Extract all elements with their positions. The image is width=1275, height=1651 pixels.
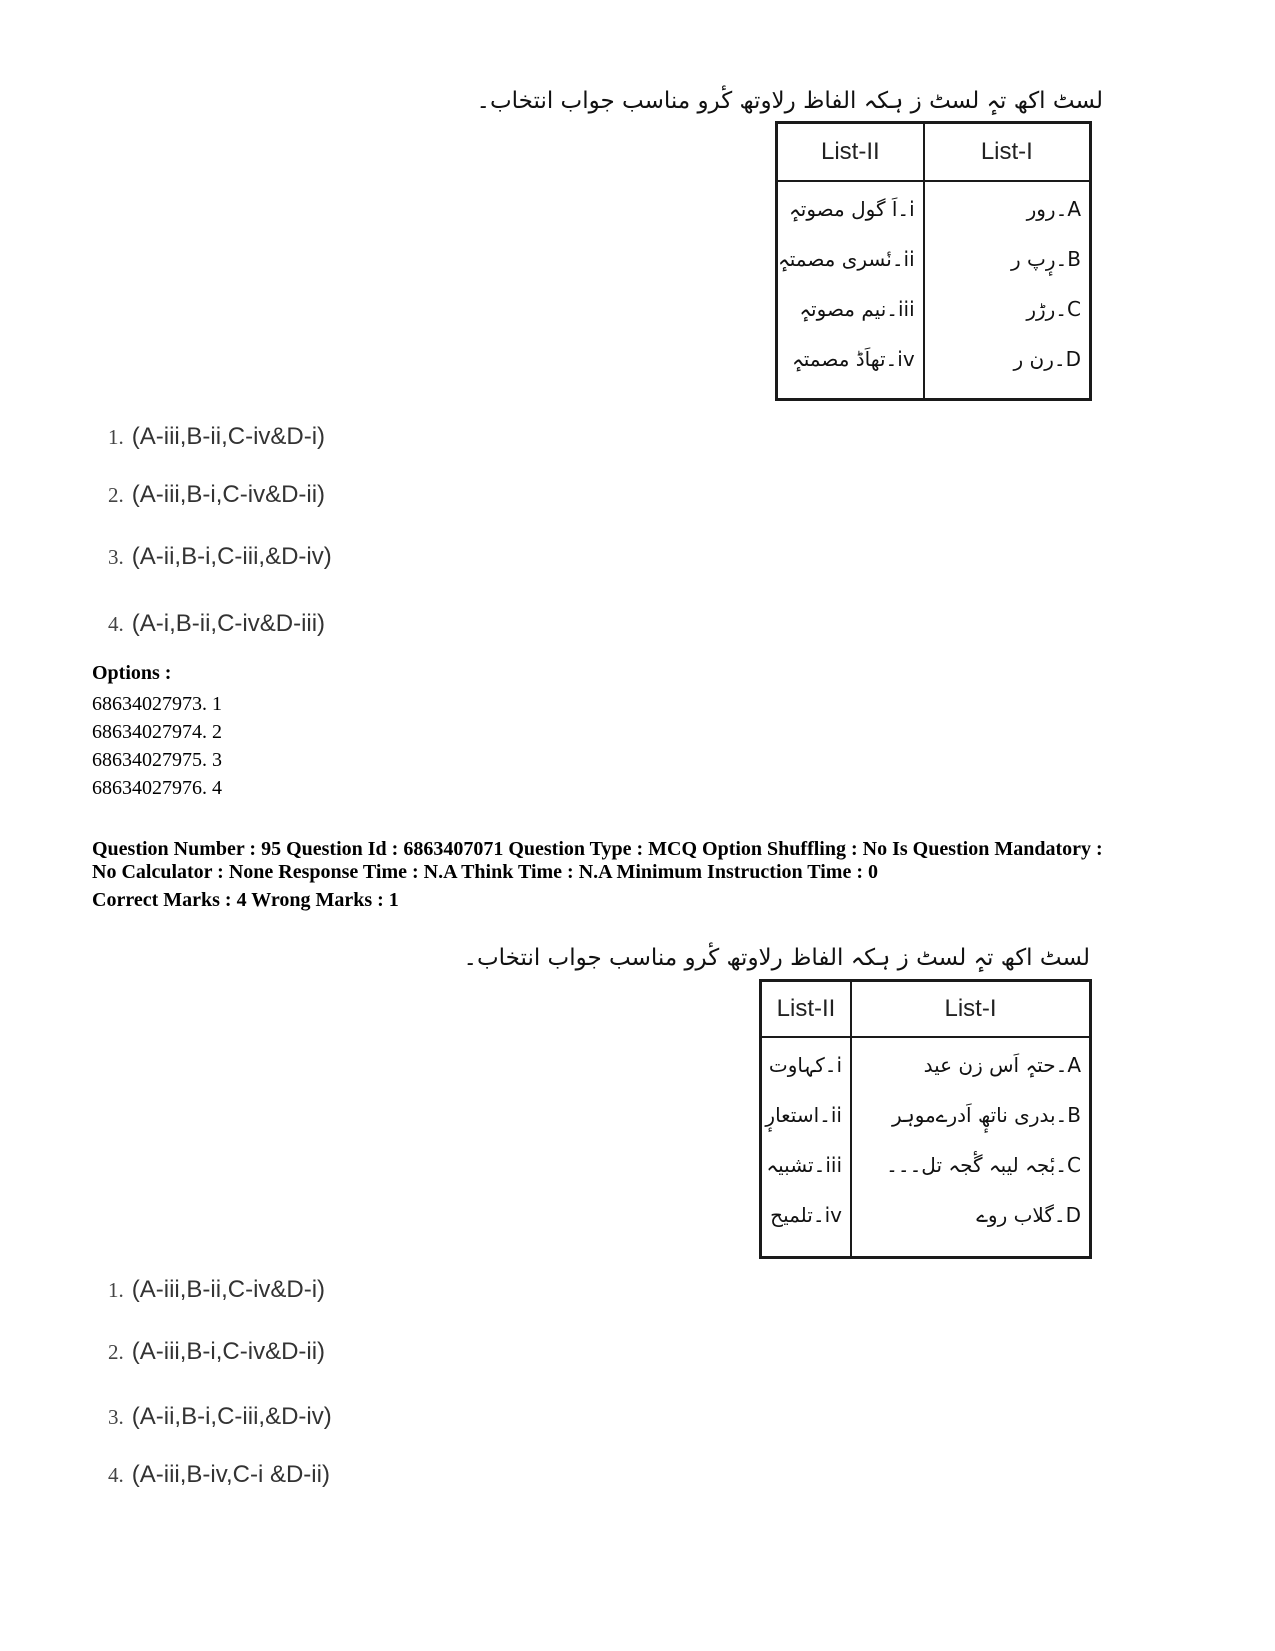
q94-option: 2. (A-iii,B-i,C-iv&D-ii) [108,481,326,508]
q95-list2-column [761,1037,852,1258]
q94-list2-header: List-II [777,123,924,182]
q94-list1-column [924,181,1091,400]
q94-list2-item: ii۔نٔسری مصمتہٕ [778,247,915,271]
q95-match-table [759,979,1092,1259]
q94-list1-header: List-I [924,123,1091,182]
q95-list2-item: iii۔تشبیہ [766,1153,842,1177]
q94-list1-item: C۔رڑر [1026,297,1081,321]
q94-list2-item: iv۔تھاَڈ مصمتہٕ [792,347,915,371]
q95-meta-line3: Correct Marks : 4 Wrong Marks : 1 [92,889,399,911]
option-id: 68634027976. 4 [92,777,222,799]
q94-option: 1. (A-iii,B-ii,C-iv&D-i) [108,423,326,450]
q95-option: 4. (A-iii,B-iv,C-i &D-ii) [108,1461,330,1488]
options-label: Options : [92,662,172,684]
q94-list1-item: B۔رٕپ ر [1011,247,1081,271]
q94-list2-item: i۔اَ گول مصوتہٕ [789,197,915,221]
q95-list2-header: List-II [761,981,852,1038]
option-id: 68634027974. 2 [92,721,222,743]
q94-list1-item: A۔رور [1026,197,1081,221]
q94-list2-item: iii۔نیم مصوتہٕ [799,297,915,321]
q95-list2-item: iv۔تلمیح [770,1203,842,1227]
option-id: 68634027975. 3 [92,749,222,771]
q95-list1-item: A۔حتہٕ اَس زن عید [923,1053,1081,1077]
q95-list1-header: List-I [851,981,1091,1038]
q94-option: 4. (A-i,B-ii,C-iv&D-iii) [108,610,326,637]
option-id-list [92,690,222,802]
q94-list2-column [777,181,924,400]
q95-meta-line2: No Calculator : None Response Time : N.A Think Time : N.A Minimum Instruction Time : 0 [92,861,878,883]
q95-list1-item: D۔گلاب روے [976,1203,1081,1227]
q95-list2-item: i۔کہاوت [768,1053,842,1077]
q95-list1-column [851,1037,1091,1258]
q94-urdu-heading: لسٹ اکھ تہٕ لسٹ ز ہکہ الفاظ رلاوتھ کٔرو مناسب جواب انتخاب۔ [476,88,1103,114]
option-id: 68634027973. 1 [92,693,222,715]
q95-option: 1. (A-iii,B-ii,C-iv&D-i) [108,1276,326,1303]
q95-option: 2. (A-iii,B-i,C-iv&D-ii) [108,1338,326,1365]
q95-list1-item: C۔بٔجہ لیبہ گٔجہ تل۔۔۔ [886,1153,1081,1177]
q94-list1-item: D۔رن ر [1013,347,1081,371]
q95-option: 3. (A-ii,B-i,C-iii,&D-iv) [108,1403,332,1430]
q95-list2-item: ii۔استعارٕ [765,1103,842,1127]
q94-option: 3. (A-ii,B-i,C-iii,&D-iv) [108,543,332,570]
q95-urdu-heading: لسٹ اکھ تہٕ لسٹ ز ہکہ الفاظ رلاوتھ کٔرو مناسب جواب انتخاب۔ [463,945,1090,971]
q95-list1-item: B۔بدری ناتھٕ اَدرےموہر [891,1103,1081,1127]
q95-meta-line1: Question Number : 95 Question Id : 6863407071 Question Type : MCQ Option Shuffling : No Is Question Mandatory : [92,838,1103,860]
q94-match-table [775,121,1092,401]
